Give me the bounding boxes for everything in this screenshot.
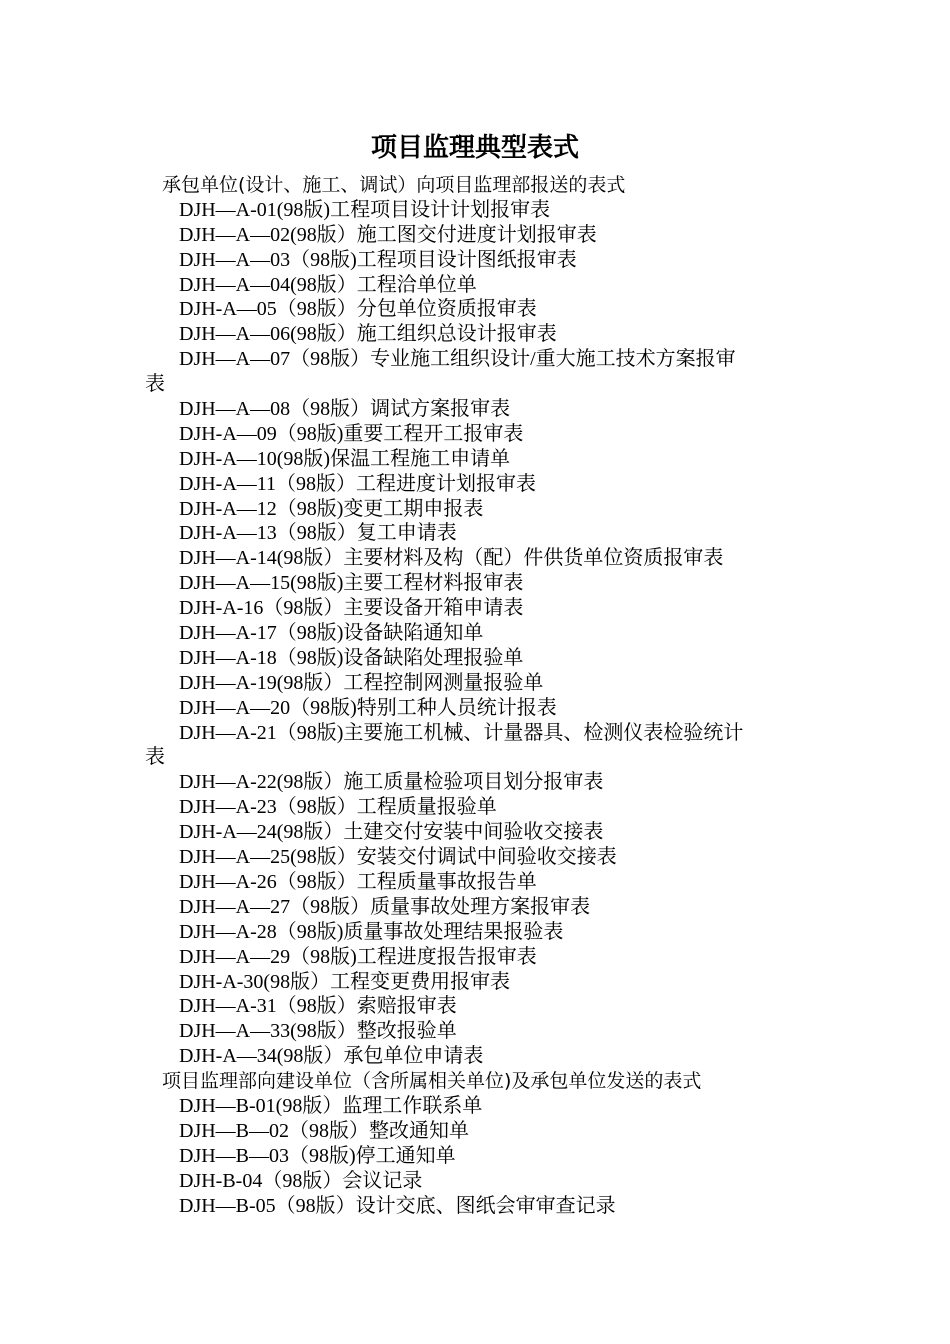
- form-list-item-text: DJH-A—13（98版）复工申请表: [179, 522, 457, 545]
- form-list-item-text: DJH—A-19(98版）工程控制网测量报验单: [179, 671, 544, 694]
- form-list-item: [0, 994, 950, 1019]
- form-list-item-text: DJH-A-16（98版）主要设备开箱申请表: [179, 597, 524, 620]
- form-list-item-continuation: 表: [145, 746, 165, 769]
- form-list-item-text: DJH-A—24(98版）土建交付安装中间验收交接表: [179, 821, 604, 844]
- form-list-item: [0, 1094, 950, 1119]
- form-list-item: [0, 621, 950, 646]
- form-list-item-text: DJH—A-01(98版)工程项目设计计划报审表: [179, 198, 551, 221]
- form-list-item: [0, 546, 950, 571]
- form-list-item: [0, 721, 950, 771]
- form-list-item-text: DJH—A-23（98版）工程质量报验单: [179, 796, 497, 819]
- form-list-item: [0, 571, 950, 596]
- form-list-item-text: DJH—A—33(98版）整改报验单: [179, 1020, 457, 1043]
- form-list-item: [0, 795, 950, 820]
- form-list-item: [0, 945, 950, 970]
- form-list-item-text: DJH—A—20（98版)特别工种人员统计报表: [179, 696, 557, 719]
- form-list-item: [0, 870, 950, 895]
- form-list-item: [0, 198, 950, 223]
- form-list-item: [0, 322, 950, 347]
- form-list-item-text: DJH-B-04（98版）会议记录: [179, 1169, 423, 1192]
- form-list-item: [0, 297, 950, 322]
- form-list-item-text: DJH—A—07（98版）专业施工组织设计/重大施工技术方案报审: [179, 348, 736, 371]
- form-list-item-text: DJH—B-01(98版）监理工作联系单: [179, 1094, 483, 1117]
- form-list-item: [0, 1119, 950, 1144]
- form-list-item-text: DJH—B-05（98版）设计交底、图纸会审审查记录: [179, 1194, 616, 1217]
- form-list-item: [0, 1044, 950, 1069]
- form-list-item-text: DJH—A-22(98版）施工质量检验项目划分报审表: [179, 771, 604, 794]
- document-body: [0, 173, 950, 1218]
- form-list-item: [0, 273, 950, 298]
- form-list-item: [0, 646, 950, 671]
- form-list-item-text: DJH-A—05（98版）分包单位资质报审表: [179, 298, 537, 321]
- form-list-item: [0, 497, 950, 522]
- form-list-item-text: DJH—A-28（98版)质量事故处理结果报验表: [179, 920, 564, 943]
- section-heading: 承包单位(设计、施工、调试）向项目监理部报送的表式: [162, 174, 626, 196]
- form-list-item: [0, 1019, 950, 1044]
- form-list-item-continuation: 表: [145, 373, 165, 396]
- form-list-item: [0, 671, 950, 696]
- form-list-item: [0, 895, 950, 920]
- form-list-item: [0, 596, 950, 621]
- form-list-item-text: DJH—A—27（98版）质量事故处理方案报审表: [179, 895, 591, 918]
- form-list-item-text: DJH—A-18（98版)设备缺陷处理报验单: [179, 646, 524, 669]
- form-list-item-text: DJH-A—09（98版)重要工程开工报审表: [179, 422, 524, 445]
- section-heading: 项目监理部向建设单位（含所属相关单位)及承包单位发送的表式: [162, 1070, 702, 1093]
- form-list-item: [0, 845, 950, 870]
- form-list-item: [0, 472, 950, 497]
- form-list-item-text: DJH-A-30(98版）工程变更费用报审表: [179, 970, 511, 993]
- form-list-item: [0, 447, 950, 472]
- form-list-item: [0, 770, 950, 795]
- form-list-item: [0, 223, 950, 248]
- form-list-item: [0, 920, 950, 945]
- form-list-item-text: DJH—A-21（98版)主要施工机械、计量器具、检测仪表检验统计: [179, 721, 744, 744]
- form-list-item: [0, 521, 950, 546]
- form-list-item-text: DJH—A—25(98版）安装交付调试中间验收交接表: [179, 846, 617, 869]
- form-list-item: [0, 696, 950, 721]
- form-list-item-text: DJH—A—08（98版）调试方案报审表: [179, 398, 511, 421]
- form-list-item: [0, 248, 950, 273]
- form-list-item-text: DJH-A—34(98版）承包单位申请表: [179, 1045, 484, 1068]
- form-list-item-text: DJH—A—04(98版）工程洽单位单: [179, 273, 477, 296]
- form-list-item: [0, 820, 950, 845]
- form-list-item-text: DJH—A—03（98版)工程项目设计图纸报审表: [179, 248, 577, 271]
- form-list-item-text: DJH—A—06(98版）施工组织总设计报审表: [179, 323, 557, 346]
- form-list-item-text: DJH—A—02(98版）施工图交付进度计划报审表: [179, 223, 597, 246]
- form-list-item: [0, 422, 950, 447]
- form-list-item-text: DJH-A—10(98版)保温工程施工申请单: [179, 447, 511, 470]
- form-list-item-text: DJH—A-17（98版)设备缺陷通知单: [179, 622, 484, 645]
- form-list-item-text: DJH-A—11（98版）工程进度计划报审表: [179, 472, 537, 495]
- form-list-item: [0, 397, 950, 422]
- form-list-item: [0, 1169, 950, 1194]
- form-list-item-text: DJH—B—02（98版）整改通知单: [179, 1119, 470, 1142]
- form-list-item: [0, 1194, 950, 1219]
- form-list-item-text: DJH—A—15(98版)主要工程材料报审表: [179, 572, 524, 595]
- form-list-item: [0, 1144, 950, 1169]
- form-list-item: [0, 347, 950, 397]
- form-list-item-text: DJH—A-26（98版）工程质量事故报告单: [179, 870, 537, 893]
- form-list-item-text: DJH-A—12（98版)变更工期申报表: [179, 497, 484, 520]
- form-list-item: [0, 970, 950, 995]
- form-list-item-text: DJH—B—03（98版)停工通知单: [179, 1144, 456, 1167]
- form-list-item-text: DJH—A-14(98版）主要材料及构（配）件供货单位资质报审表: [179, 547, 724, 570]
- page-title: 项目监理典型表式: [370, 133, 579, 163]
- form-list-item-text: DJH—A—29（98版)工程进度报告报审表: [179, 945, 537, 968]
- form-list-item-text: DJH—A-31（98版）索赔报审表: [179, 995, 457, 1018]
